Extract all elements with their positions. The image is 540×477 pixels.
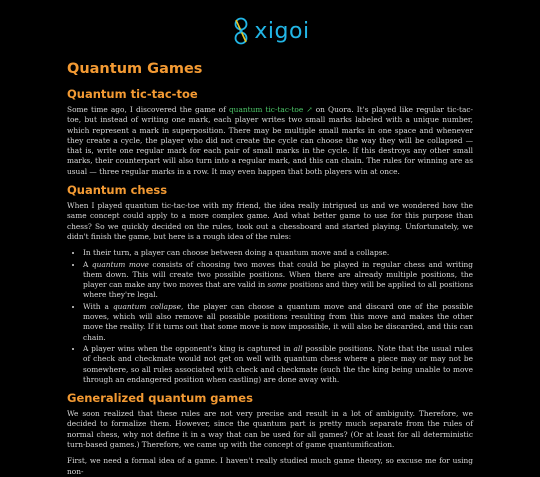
text-span: possible positions. Note that the usual rules of check and checkmate would not get on well with quantum chess where a piece may or may not be somewhere, so all rules associated with check and checkmate (such the the king being unable to move through an endangered position when castling) are done away with.	[83, 343, 473, 384]
section-heading-generalized-quantum-games: Generalized quantum games	[67, 391, 253, 406]
paragraph-tic-tac-toe	[67, 105, 473, 177]
chess-rules-list	[67, 248, 473, 385]
section-heading-quantum-chess: Quantum chess	[67, 183, 168, 198]
text-span: A	[83, 259, 92, 269]
site-header	[0, 0, 540, 56]
article	[0, 61, 540, 477]
emphasis: all	[293, 343, 303, 353]
text-span: , the player can choose a quantum move and discard one of the possible moves, which will also remove all possible positions resulting from this move and makes the other move the reality. If it turns out that some move is now impossible, it will also be discarded, and this can chain.	[83, 301, 474, 342]
emphasis: some	[267, 280, 288, 290]
site-logo[interactable]	[230, 16, 309, 46]
paragraph-generalized-1: We soon realized that these rules are not very precise and result in a lot of ambiguity. Therefore, we decided to formalize them. However, since the quantum part is pretty much separate from the rules of normal chess, why not define it in a way that can be used for all games? (Or at least for all deterministic turn-based games.) Therefore, we came up with the concept of game quantumification.	[67, 409, 473, 450]
paragraph-generalized-2: First, we need a formal idea of a game. I haven't really studied much game theory, so excuse me for using non-	[67, 456, 473, 476]
quantum-tic-tac-toe-link[interactable]: quantum tic-tac-toe ↗	[228, 105, 313, 114]
text-span: With a	[83, 301, 113, 311]
paragraph-chess-intro: When I played quantum tic-tac-toe with my friend, the idea really intrigued us and we wondered how the same concept could apply to a more complex game. And what better game to use for this purpose than chess? So we quickly decided on the rules, took out a chessboard and started playing. Unfortunately, we didn't finish the game, but here is a rough idea of the rules:	[67, 201, 473, 241]
text-span: positions and they will be applied to all positions where they're legal.	[83, 280, 473, 300]
text-span: Some time ago, I discovered the game of	[67, 105, 229, 114]
text-span: A player wins when the opponent's king is captured in	[83, 343, 294, 353]
emphasis: quantum move	[91, 259, 149, 269]
text-span: on Quora. It's played like regular tic-tac-toe, but instead of writing one mark, each player writes two small marks labeled with a unique number, which represent a mark in superposition. There may be multiple small marks in one space and whenever they create a cycle, the player who did not create the cycle can choose the way they will be collapsed — that is, write one regular mark for each pair of small marks in the cycle. If this destroys any other small marks, their counterpart will also turn into a regular mark, and this can chain. The rules for winning are as usual — three regular marks in a row. It may even happen that both players win at once.	[67, 105, 473, 176]
text-span: consists of choosing two moves that could be played in regular chess and writing them down. This will create two possible positions. When there are already multiple positions, the player can make any two moves that are valid in	[83, 259, 473, 290]
list-item	[83, 344, 473, 385]
logo-text: xigoi	[254, 18, 310, 44]
list-item	[83, 302, 473, 343]
page-title: Quantum Games	[67, 61, 203, 77]
list-item: • In their turn, a player can choose between doing a quantum move and a collapse.	[83, 248, 473, 258]
list-item	[83, 260, 473, 301]
logo-icon	[230, 16, 252, 46]
section-heading-quantum-tic-tac-toe: Quantum tic-tac-toe	[67, 87, 198, 101]
emphasis: quantum collapse	[112, 301, 181, 311]
